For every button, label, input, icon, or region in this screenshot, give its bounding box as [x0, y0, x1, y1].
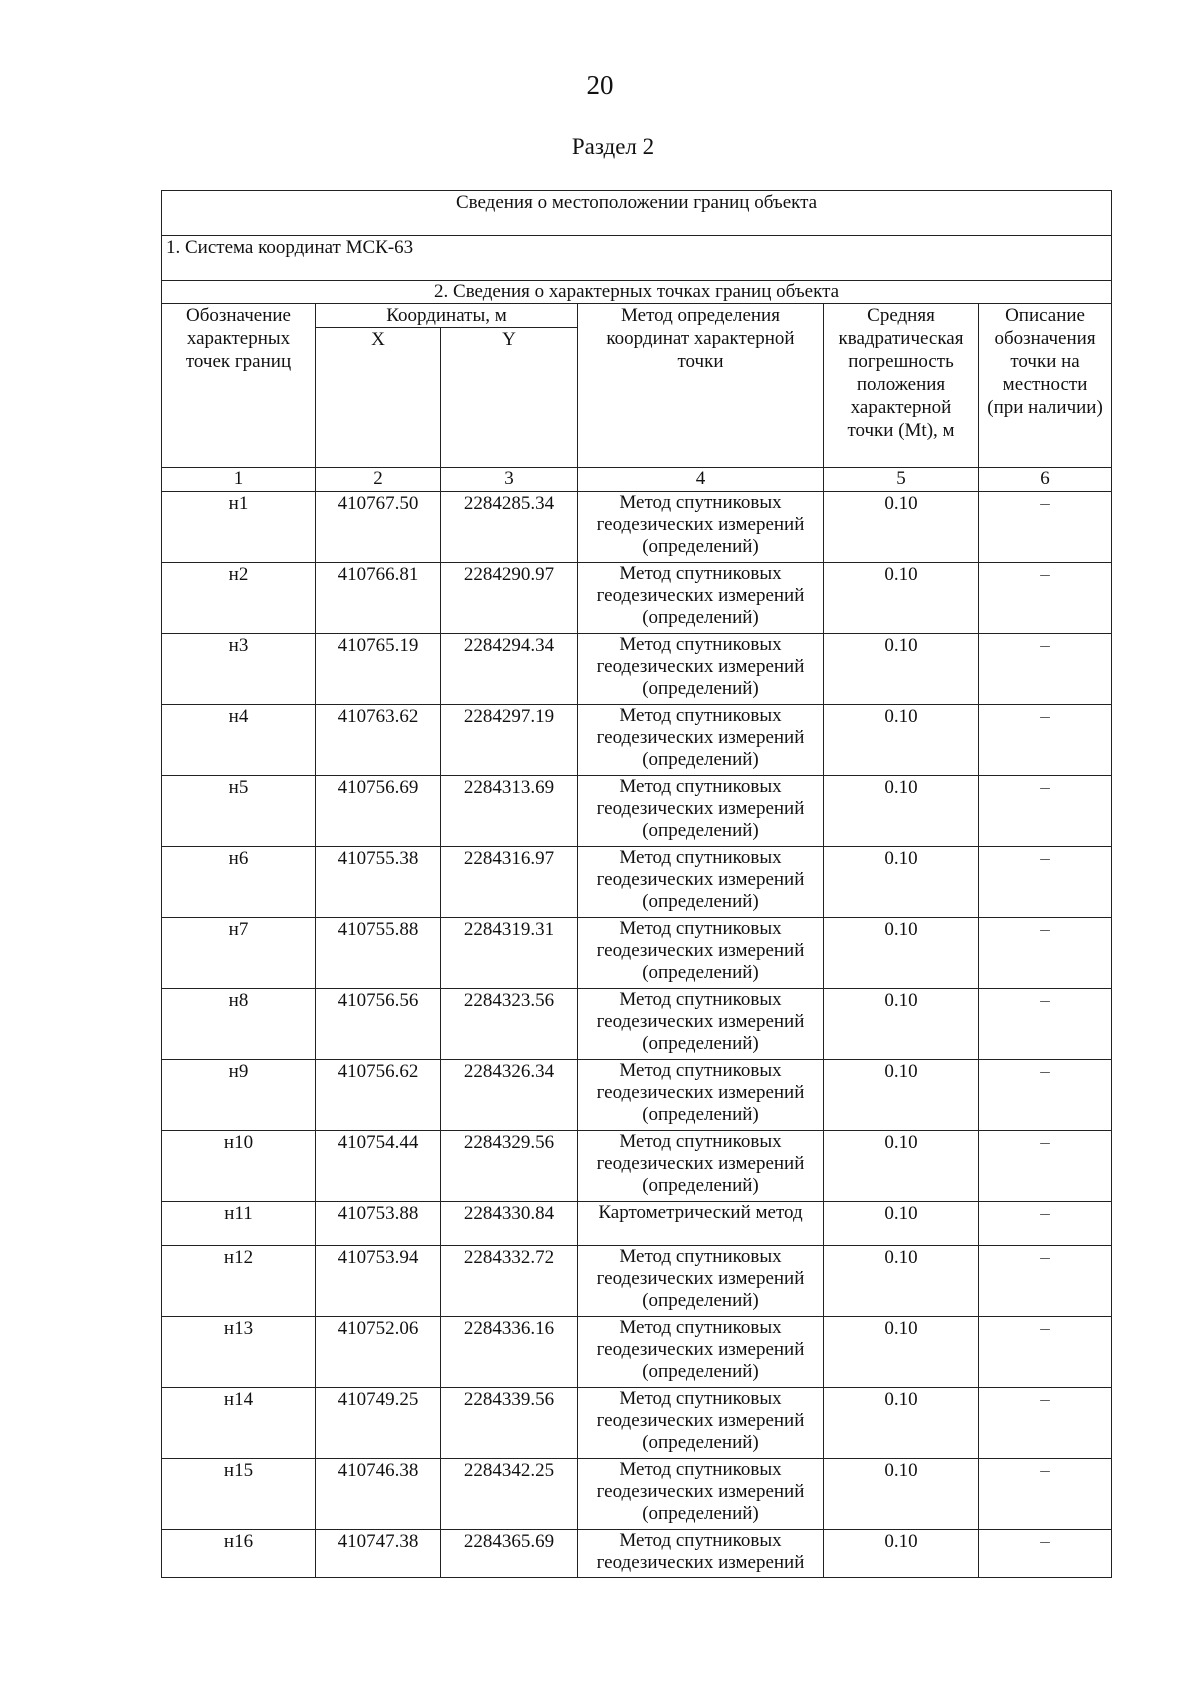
coord-y: 2284294.34: [441, 634, 578, 705]
coord-x: 410755.38: [316, 847, 441, 918]
table-row: [162, 847, 1112, 918]
description-cell: –: [979, 563, 1112, 634]
table-row: [162, 1202, 1112, 1246]
table-row: [162, 1459, 1112, 1530]
coord-y: 2284342.25: [441, 1459, 578, 1530]
error-cell: 0.10: [824, 1060, 979, 1131]
table-row: [162, 776, 1112, 847]
description-cell: –: [979, 776, 1112, 847]
coord-y: 2284313.69: [441, 776, 578, 847]
error-cell: 0.10: [824, 1459, 979, 1530]
error-cell: 0.10: [824, 563, 979, 634]
coord-y: 2284336.16: [441, 1317, 578, 1388]
table-row: [162, 918, 1112, 989]
error-cell: 0.10: [824, 1388, 979, 1459]
coord-x: 410749.25: [316, 1388, 441, 1459]
error-cell: 0.10: [824, 918, 979, 989]
coord-x: 410754.44: [316, 1131, 441, 1202]
header-error: Средняя квадратическая погрешность положения характерной точки (Mt), м: [824, 304, 979, 468]
boundary-points-table: [161, 190, 1112, 1578]
method-cell: Метод спутниковых геодезических измерений (определений): [578, 705, 824, 776]
coord-x: 410753.88: [316, 1202, 441, 1246]
coord-x: 410767.50: [316, 492, 441, 563]
table-row: [162, 1530, 1112, 1578]
table-row: [162, 634, 1112, 705]
header-x: X: [316, 328, 441, 468]
description-cell: –: [979, 1202, 1112, 1246]
coord-x: 410756.69: [316, 776, 441, 847]
point-id: н11: [162, 1202, 316, 1246]
coord-x: 410763.62: [316, 705, 441, 776]
header-coords: Координаты, м: [316, 304, 578, 328]
method-cell: Картометрический метод: [578, 1202, 824, 1246]
method-cell: Метод спутниковых геодезических измерений (определений): [578, 492, 824, 563]
column-number: 4: [578, 468, 824, 492]
coord-x: 410756.62: [316, 1060, 441, 1131]
point-id: н10: [162, 1131, 316, 1202]
coord-x: 410747.38: [316, 1530, 441, 1578]
point-id: н14: [162, 1388, 316, 1459]
description-cell: –: [979, 1060, 1112, 1131]
description-cell: –: [979, 989, 1112, 1060]
error-cell: 0.10: [824, 1317, 979, 1388]
header-point: Обозначение характерных точек границ: [162, 304, 316, 468]
point-id: н13: [162, 1317, 316, 1388]
error-cell: 0.10: [824, 1530, 979, 1578]
error-cell: 0.10: [824, 634, 979, 705]
coord-y: 2284326.34: [441, 1060, 578, 1131]
point-id: н1: [162, 492, 316, 563]
error-cell: 0.10: [824, 492, 979, 563]
point-id: н3: [162, 634, 316, 705]
table-row: [162, 989, 1112, 1060]
method-cell: Метод спутниковых геодезических измерений (определений): [578, 776, 824, 847]
point-id: н12: [162, 1246, 316, 1317]
point-id: н16: [162, 1530, 316, 1578]
table-caption: Сведения о местоположении границ объекта: [162, 191, 1112, 236]
table-row: [162, 1131, 1112, 1202]
error-cell: 0.10: [824, 847, 979, 918]
point-id: н5: [162, 776, 316, 847]
method-cell: Метод спутниковых геодезических измерений (определений): [578, 1060, 824, 1131]
description-cell: –: [979, 1131, 1112, 1202]
coord-y: 2284290.97: [441, 563, 578, 634]
coord-x: 410752.06: [316, 1317, 441, 1388]
description-cell: –: [979, 492, 1112, 563]
error-cell: 0.10: [824, 1246, 979, 1317]
method-cell: Метод спутниковых геодезических измерений (определений): [578, 918, 824, 989]
description-cell: –: [979, 1459, 1112, 1530]
method-cell: Метод спутниковых геодезических измерений (определений): [578, 634, 824, 705]
points-subheading: 2. Сведения о характерных точках границ объекта: [162, 281, 1112, 304]
column-number: 2: [316, 468, 441, 492]
point-id: н15: [162, 1459, 316, 1530]
description-cell: –: [979, 634, 1112, 705]
table-row: [162, 1060, 1112, 1131]
coord-y: 2284316.97: [441, 847, 578, 918]
method-cell: Метод спутниковых геодезических измерений (определений): [578, 1317, 824, 1388]
description-cell: –: [979, 705, 1112, 776]
coord-y: 2284365.69: [441, 1530, 578, 1578]
coord-x: 410746.38: [316, 1459, 441, 1530]
coord-y: 2284323.56: [441, 989, 578, 1060]
description-cell: –: [979, 1530, 1112, 1578]
header-y: Y: [441, 328, 578, 468]
column-number: 6: [979, 468, 1112, 492]
coord-x: 410753.94: [316, 1246, 441, 1317]
error-cell: 0.10: [824, 989, 979, 1060]
page-number: 20: [586, 70, 614, 100]
method-cell: Метод спутниковых геодезических измерений (определений): [578, 1246, 824, 1317]
header-description: Описание обозначения точки на местности (при наличии): [979, 304, 1112, 468]
error-cell: 0.10: [824, 705, 979, 776]
method-cell: Метод спутниковых геодезических измерений (определений): [578, 847, 824, 918]
coord-x: 410766.81: [316, 563, 441, 634]
point-id: н9: [162, 1060, 316, 1131]
table-row: [162, 705, 1112, 776]
coord-x: 410755.88: [316, 918, 441, 989]
column-number: 5: [824, 468, 979, 492]
coordinate-system: 1. Система координат МСК-63: [162, 236, 1112, 281]
table-row: [162, 1388, 1112, 1459]
table-row: [162, 1317, 1112, 1388]
table-row: [162, 563, 1112, 634]
method-cell: Метод спутниковых геодезических измерений: [578, 1530, 824, 1578]
method-cell: Метод спутниковых геодезических измерений (определений): [578, 563, 824, 634]
error-cell: 0.10: [824, 776, 979, 847]
method-cell: Метод спутниковых геодезических измерений (определений): [578, 1388, 824, 1459]
method-cell: Метод спутниковых геодезических измерений (определений): [578, 989, 824, 1060]
coord-y: 2284330.84: [441, 1202, 578, 1246]
coord-x: 410756.56: [316, 989, 441, 1060]
error-cell: 0.10: [824, 1202, 979, 1246]
coord-y: 2284339.56: [441, 1388, 578, 1459]
description-cell: –: [979, 1317, 1112, 1388]
point-id: н7: [162, 918, 316, 989]
table-row: [162, 492, 1112, 563]
description-cell: –: [979, 1388, 1112, 1459]
column-number: 3: [441, 468, 578, 492]
coord-y: 2284329.56: [441, 1131, 578, 1202]
coord-y: 2284319.31: [441, 918, 578, 989]
point-id: н8: [162, 989, 316, 1060]
point-id: н4: [162, 705, 316, 776]
coord-y: 2284332.72: [441, 1246, 578, 1317]
table-row: [162, 1246, 1112, 1317]
coord-y: 2284297.19: [441, 705, 578, 776]
section-title: Раздел 2: [571, 134, 655, 159]
point-id: н6: [162, 847, 316, 918]
description-cell: –: [979, 1246, 1112, 1317]
point-id: н2: [162, 563, 316, 634]
coord-x: 410765.19: [316, 634, 441, 705]
description-cell: –: [979, 918, 1112, 989]
coord-y: 2284285.34: [441, 492, 578, 563]
header-method: Метод определения координат характерной точки: [578, 304, 824, 468]
method-cell: Метод спутниковых геодезических измерений (определений): [578, 1459, 824, 1530]
method-cell: Метод спутниковых геодезических измерений (определений): [578, 1131, 824, 1202]
description-cell: –: [979, 847, 1112, 918]
error-cell: 0.10: [824, 1131, 979, 1202]
column-number: 1: [162, 468, 316, 492]
